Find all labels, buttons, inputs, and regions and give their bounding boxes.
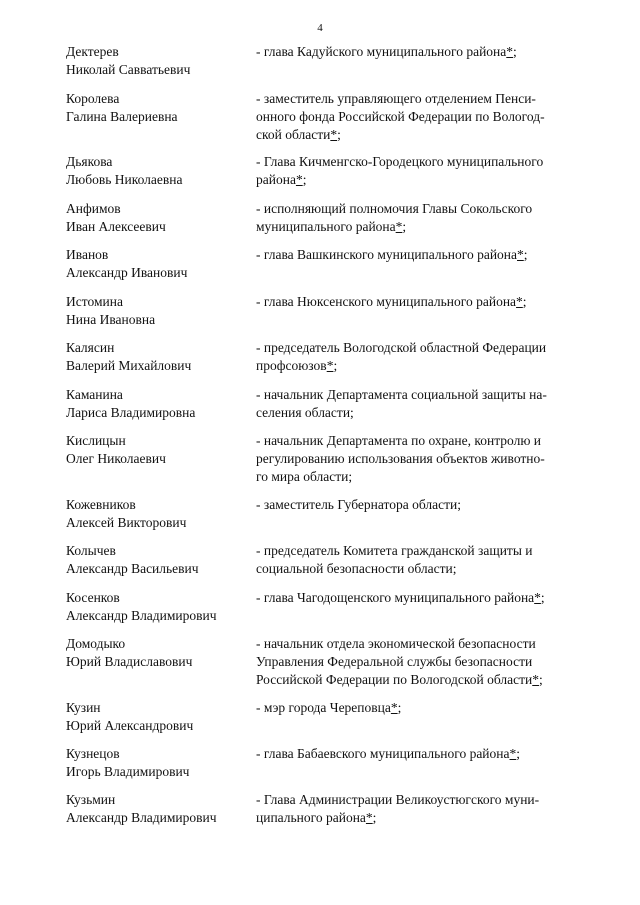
member-position xyxy=(256,246,586,264)
member-position xyxy=(256,386,586,422)
position-line: - глава Нюксенского муниципального района*; xyxy=(256,294,527,309)
footnote-mark: * xyxy=(365,810,373,825)
member-given-names: Игорь Владимирович xyxy=(66,764,190,779)
position-line: регулированию использования объектов животно- xyxy=(256,451,545,466)
position-line: - исполняющий полномочия Главы Сокольского xyxy=(256,201,533,216)
position-line: селения области; xyxy=(256,405,354,420)
position-line: - Глава Кичменгско-Городецкого муниципального xyxy=(256,154,544,169)
member-surname: Колычев xyxy=(66,543,116,558)
position-line: социальной безопасности области; xyxy=(256,561,457,576)
member-position xyxy=(256,635,586,689)
footnote-mark: * xyxy=(516,294,523,309)
member-given-names: Нина Ивановна xyxy=(66,312,156,327)
member-position xyxy=(256,432,586,486)
footnote-mark: * xyxy=(509,746,517,761)
footnote-mark: * xyxy=(517,247,524,262)
member-given-names: Алексей Викторович xyxy=(66,515,187,530)
member-given-names: Юрий Александрович xyxy=(66,718,194,733)
member-given-names: Валерий Михайлович xyxy=(66,358,192,373)
member-position xyxy=(256,90,586,144)
member-given-names: Любовь Николаевна xyxy=(66,172,183,187)
position-line: - заместитель управляющего отделением Пенси- xyxy=(256,91,536,106)
position-line: профсоюзов*; xyxy=(256,358,338,373)
member-position xyxy=(256,153,586,189)
member-surname: Дектерев xyxy=(66,44,119,59)
member-surname: Королева xyxy=(66,91,120,106)
member-name xyxy=(66,293,251,329)
member-surname: Истомина xyxy=(66,294,123,309)
member-given-names: Галина Валериевна xyxy=(66,109,178,124)
position-line: района*; xyxy=(256,172,307,187)
member-surname: Анфимов xyxy=(66,201,121,216)
member-name xyxy=(66,386,251,422)
footnote-mark: * xyxy=(390,700,398,715)
member-name xyxy=(66,542,251,578)
member-name xyxy=(66,43,251,79)
member-name xyxy=(66,589,251,625)
member-name xyxy=(66,635,251,671)
member-given-names: Юрий Владиславович xyxy=(66,654,193,669)
member-position xyxy=(256,293,586,311)
footnote-mark: * xyxy=(534,590,541,605)
position-line: Российской Федерации по Вологодской области*; xyxy=(256,672,543,687)
member-position xyxy=(256,496,586,514)
member-position xyxy=(256,745,586,763)
position-line: - начальник Департамента социальной защиты на- xyxy=(256,387,547,402)
member-name xyxy=(66,246,251,282)
member-name xyxy=(66,153,251,189)
member-name xyxy=(66,791,251,827)
position-line: - Глава Администрации Великоустюгского муни- xyxy=(256,792,540,807)
member-position xyxy=(256,43,586,61)
position-line: - начальник отдела экономической безопасности xyxy=(256,636,536,651)
member-position xyxy=(256,200,586,236)
position-line: онного фонда Российской Федерации по Вологод- xyxy=(256,109,545,124)
position-line: - глава Кадуйского муниципального района*; xyxy=(256,44,517,59)
member-position xyxy=(256,699,586,717)
member-surname: Домодыко xyxy=(66,636,126,651)
position-line: - председатель Вологодской областной Федерации xyxy=(256,340,547,355)
member-given-names: Олег Николаевич xyxy=(66,451,166,466)
member-surname: Калясин xyxy=(66,340,115,355)
position-line: - мэр города Череповца*; xyxy=(256,700,402,715)
position-line: - глава Бабаевского муниципального района*; xyxy=(256,746,521,761)
member-name xyxy=(66,200,251,236)
footnote-mark: * xyxy=(506,44,514,59)
member-surname: Кузин xyxy=(66,700,101,715)
member-name xyxy=(66,699,251,735)
member-surname: Косенков xyxy=(66,590,120,605)
member-surname: Кузнецов xyxy=(66,746,120,761)
position-line: - председатель Комитета гражданской защиты и xyxy=(256,543,533,558)
member-surname: Кожевников xyxy=(66,497,136,512)
position-line: ципального района*; xyxy=(256,810,377,825)
member-surname: Каманина xyxy=(66,387,123,402)
member-position xyxy=(256,339,586,375)
position-line: ской области*; xyxy=(256,127,341,142)
position-line: - начальник Департамента по охране, контролю и xyxy=(256,433,542,448)
footnote-mark: * xyxy=(295,172,303,187)
page-number: 4 xyxy=(317,22,323,34)
position-line: - заместитель Губернатора области; xyxy=(256,497,461,512)
footnote-mark: * xyxy=(395,219,403,234)
member-given-names: Александр Иванович xyxy=(66,265,188,280)
position-line: - глава Чагодощенского муниципального района*; xyxy=(256,590,545,605)
position-line: Управления Федеральной службы безопасности xyxy=(256,654,533,669)
footnote-mark: * xyxy=(330,127,338,142)
member-position xyxy=(256,589,586,607)
member-position xyxy=(256,542,586,578)
member-surname: Кислицын xyxy=(66,433,126,448)
member-surname: Кузьмин xyxy=(66,792,116,807)
member-surname: Дьякова xyxy=(66,154,113,169)
member-given-names: Александр Владимирович xyxy=(66,608,217,623)
position-line: го мира области; xyxy=(256,469,353,484)
member-surname: Иванов xyxy=(66,247,109,262)
position-line: муниципального района*; xyxy=(256,219,407,234)
member-given-names: Александр Владимирович xyxy=(66,810,217,825)
member-name xyxy=(66,496,251,532)
member-name xyxy=(66,432,251,468)
member-name xyxy=(66,339,251,375)
position-line: - глава Вашкинского муниципального района*; xyxy=(256,247,528,262)
footnote-mark: * xyxy=(326,358,334,373)
member-name xyxy=(66,90,251,126)
member-given-names: Иван Алексеевич xyxy=(66,219,166,234)
footnote-mark: * xyxy=(532,672,539,687)
member-name xyxy=(66,745,251,781)
member-given-names: Лариса Владимировна xyxy=(66,405,196,420)
member-given-names: Александр Васильевич xyxy=(66,561,199,576)
member-given-names: Николай Савватьевич xyxy=(66,62,191,77)
member-position xyxy=(256,791,586,827)
